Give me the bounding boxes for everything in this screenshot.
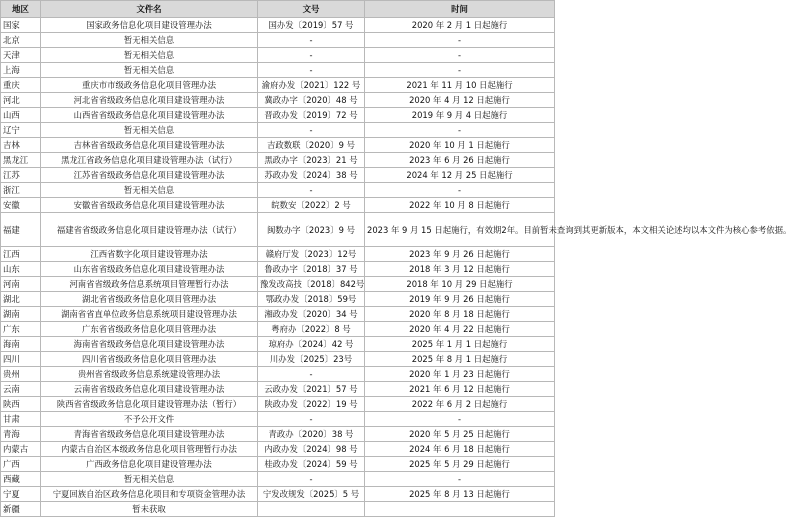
- table-row: [1, 108, 555, 123]
- cell-number: 桂政办发〔2024〕59 号: [258, 457, 365, 472]
- table-row: [1, 123, 555, 138]
- table-row: [1, 93, 555, 108]
- cell-region: 陕西: [1, 397, 41, 412]
- cell-name: 山西省省级政务信息化项目建设管理办法: [41, 108, 258, 123]
- cell-name: 贵州省省级政务信息系统建设管理办法: [41, 367, 258, 382]
- cell-region: 重庆: [1, 78, 41, 93]
- table-row: [1, 48, 555, 63]
- cell-time: -: [365, 472, 555, 487]
- cell-time: 2023 年 6 月 26 日起施行: [365, 153, 555, 168]
- cell-number: 赣府厅发〔2023〕12号: [258, 247, 365, 262]
- cell-time: -: [365, 63, 555, 78]
- cell-time: -: [365, 48, 555, 63]
- cell-time: [365, 502, 555, 517]
- cell-time: 2022 年 10 月 8 日起施行: [365, 198, 555, 213]
- cell-number: 闽数办字〔2023〕9 号: [258, 213, 365, 247]
- cell-number: -: [258, 33, 365, 48]
- table-row: [1, 262, 555, 277]
- table-row: [1, 412, 555, 427]
- cell-region: 福建: [1, 213, 41, 247]
- cell-region: 湖北: [1, 292, 41, 307]
- table-row: [1, 168, 555, 183]
- cell-number: -: [258, 183, 365, 198]
- cell-number: 青政办〔2020〕38 号: [258, 427, 365, 442]
- cell-number: 豫发改高技〔2018〕842号: [258, 277, 365, 292]
- cell-region: 广西: [1, 457, 41, 472]
- header-name: 文件名: [41, 1, 258, 18]
- cell-name: 暂无相关信息: [41, 472, 258, 487]
- cell-name: 云南省省级政务信息化项目建设管理办法: [41, 382, 258, 397]
- cell-name: 暂无相关信息: [41, 183, 258, 198]
- cell-name: 福建省省级政务信息化项目建设管理办法（试行）: [41, 213, 258, 247]
- table-row: [1, 457, 555, 472]
- cell-name: 国家政务信息化项目建设管理办法: [41, 18, 258, 33]
- header-region: 地区: [1, 1, 41, 18]
- cell-name: 内蒙古自治区本级政务信息化项目管理暂行办法: [41, 442, 258, 457]
- cell-number: 黑政办字〔2023〕21 号: [258, 153, 365, 168]
- cell-name: 重庆市市级政务信息化项目管理办法: [41, 78, 258, 93]
- table-row: [1, 247, 555, 262]
- cell-region: 宁夏: [1, 487, 41, 502]
- cell-name: 江西省数字化项目建设管理办法: [41, 247, 258, 262]
- cell-region: 青海: [1, 427, 41, 442]
- cell-name: 暂无相关信息: [41, 63, 258, 78]
- table-row: [1, 63, 555, 78]
- cell-region: 广东: [1, 322, 41, 337]
- header-time: 时间: [365, 1, 555, 18]
- cell-time: 2023 年 9 月 26 日起施行: [365, 247, 555, 262]
- cell-name: 湖南省省直单位政务信息系统项目建设管理办法: [41, 307, 258, 322]
- cell-name: 四川省省级政务信息化项目管理办法: [41, 352, 258, 367]
- cell-region: 黑龙江: [1, 153, 41, 168]
- cell-name: 河北省省级政务信息化项目建设管理办法: [41, 93, 258, 108]
- cell-number: 吉政数联〔2020〕9 号: [258, 138, 365, 153]
- cell-name: 湖北省省级政务信息化项目管理办法: [41, 292, 258, 307]
- table-body: [1, 18, 791, 517]
- cell-time: 2025 年 1 月 1 日起施行: [365, 337, 555, 352]
- cell-number: 皖数安〔2022〕2 号: [258, 198, 365, 213]
- table-row: [1, 337, 555, 352]
- cell-time: 2018 年 3 月 12 日起施行: [365, 262, 555, 277]
- cell-number: 鲁政办字〔2018〕37 号: [258, 262, 365, 277]
- cell-number: 国办发〔2019〕57 号: [258, 18, 365, 33]
- cell-region: 甘肃: [1, 412, 41, 427]
- cell-number: 宁发改规发〔2025〕5 号: [258, 487, 365, 502]
- cell-number: 琼府办〔2024〕42 号: [258, 337, 365, 352]
- cell-time: 2023 年 9 月 15 日起施行，有效期2年。目前暂未查询到其更新版本，本文相关论述均以本文件为核心参考依据。: [365, 213, 555, 247]
- table-row: [1, 138, 555, 153]
- cell-name: 暂未获取: [41, 502, 258, 517]
- cell-name: 黑龙江省政务信息化项目建设管理办法（试行）: [41, 153, 258, 168]
- cell-time: 2022 年 6 月 2 日起施行: [365, 397, 555, 412]
- table-row: [1, 18, 555, 33]
- cell-region: 浙江: [1, 183, 41, 198]
- cell-time: 2018 年 10 月 29 日起施行: [365, 277, 555, 292]
- cell-time: 2025 年 8 月 13 日起施行: [365, 487, 555, 502]
- cell-number: -: [258, 63, 365, 78]
- cell-number: 苏政办发〔2024〕38 号: [258, 168, 365, 183]
- cell-time: 2020 年 8 月 18 日起施行: [365, 307, 555, 322]
- table-row: [1, 213, 555, 247]
- cell-region: 安徽: [1, 198, 41, 213]
- cell-number: 川办发〔2025〕23号: [258, 352, 365, 367]
- cell-name: 河南省省级政务信息系统项目管理暂行办法: [41, 277, 258, 292]
- cell-name: 海南省省级政务信息化项目建设管理办法: [41, 337, 258, 352]
- cell-region: 辽宁: [1, 123, 41, 138]
- cell-number: 陕政办发〔2022〕19 号: [258, 397, 365, 412]
- table-row: [1, 153, 555, 168]
- cell-region: 湖南: [1, 307, 41, 322]
- table-row: [1, 33, 555, 48]
- table-header-row: [1, 1, 555, 18]
- cell-number: 湘政办发〔2020〕34 号: [258, 307, 365, 322]
- cell-time: -: [365, 183, 555, 198]
- cell-time: 2025 年 8 月 1 日起施行: [365, 352, 555, 367]
- cell-name: 青海省省级政务信息化项目建设管理办法: [41, 427, 258, 442]
- cell-time: 2020 年 1 月 23 日起施行: [365, 367, 555, 382]
- cell-number: -: [258, 123, 365, 138]
- table-row: [1, 292, 555, 307]
- cell-number: -: [258, 412, 365, 427]
- table-row: [1, 472, 555, 487]
- cell-time: 2020 年 2 月 1 日起施行: [365, 18, 555, 33]
- table-row: [1, 367, 555, 382]
- cell-name: 陕西省省级政务信息化项目建设管理办法（暂行）: [41, 397, 258, 412]
- cell-time: 2024 年 12 月 25 日起施行: [365, 168, 555, 183]
- cell-region: 河北: [1, 93, 41, 108]
- table-row: [1, 307, 555, 322]
- table-row: [1, 183, 555, 198]
- cell-time: 2024 年 6 月 18 日起施行: [365, 442, 555, 457]
- cell-name: 吉林省省级政务信息化项目建设管理办法: [41, 138, 258, 153]
- table-row: [1, 277, 555, 292]
- cell-name: 广西政务信息化项目建设管理办法: [41, 457, 258, 472]
- cell-time: 2020 年 4 月 12 日起施行: [365, 93, 555, 108]
- cell-number: -: [258, 472, 365, 487]
- cell-number: 渝府办发〔2021〕122 号: [258, 78, 365, 93]
- table-row: [1, 502, 555, 517]
- cell-region: 山西: [1, 108, 41, 123]
- cell-name: 暂无相关信息: [41, 48, 258, 63]
- cell-time: 2025 年 5 月 29 日起施行: [365, 457, 555, 472]
- cell-time: 2021 年 11 月 10 日起施行: [365, 78, 555, 93]
- cell-region: 山东: [1, 262, 41, 277]
- cell-region: 新疆: [1, 502, 41, 517]
- cell-time: -: [365, 412, 555, 427]
- cell-number: -: [258, 367, 365, 382]
- cell-number: 鄂政办发〔2018〕59号: [258, 292, 365, 307]
- cell-time: 2019 年 9 月 4 日起施行: [365, 108, 555, 123]
- cell-time: 2021 年 6 月 12 日起施行: [365, 382, 555, 397]
- cell-number: 冀政办字〔2020〕48 号: [258, 93, 365, 108]
- cell-time: 2019 年 9 月 26 日起施行: [365, 292, 555, 307]
- cell-region: 江苏: [1, 168, 41, 183]
- cell-time: 2020 年 5 月 25 日起施行: [365, 427, 555, 442]
- cell-name: 山东省省级政务信息化项目建设管理办法: [41, 262, 258, 277]
- cell-region: 河南: [1, 277, 41, 292]
- cell-region: 北京: [1, 33, 41, 48]
- cell-region: 天津: [1, 48, 41, 63]
- cell-region: 西藏: [1, 472, 41, 487]
- cell-name: 宁夏回族自治区政务信息化项目和专项资金管理办法: [41, 487, 258, 502]
- table-row: [1, 352, 555, 367]
- cell-number: 云政办发〔2021〕57 号: [258, 382, 365, 397]
- table-row: [1, 322, 555, 337]
- cell-region: 贵州: [1, 367, 41, 382]
- table-row: [1, 397, 555, 412]
- cell-region: 江西: [1, 247, 41, 262]
- cell-time: 2020 年 10 月 1 日起施行: [365, 138, 555, 153]
- cell-region: 吉林: [1, 138, 41, 153]
- table-row: [1, 198, 555, 213]
- cell-name: 不予公开文件: [41, 412, 258, 427]
- cell-name: 暂无相关信息: [41, 33, 258, 48]
- cell-number: [258, 502, 365, 517]
- cell-region: 海南: [1, 337, 41, 352]
- cell-region: 国家: [1, 18, 41, 33]
- cell-name: 江苏省省级政务信息化项目建设管理办法: [41, 168, 258, 183]
- table-row: [1, 427, 555, 442]
- cell-number: 内政办发〔2024〕98 号: [258, 442, 365, 457]
- cell-time: -: [365, 123, 555, 138]
- cell-number: -: [258, 48, 365, 63]
- cell-number: 粤府办〔2022〕8 号: [258, 322, 365, 337]
- table-row: [1, 442, 555, 457]
- cell-time: 2020 年 4 月 22 日起施行: [365, 322, 555, 337]
- cell-region: 上海: [1, 63, 41, 78]
- cell-name: 安徽省省级政务信息化项目建设管理办法: [41, 198, 258, 213]
- cell-time: -: [365, 33, 555, 48]
- cell-number: 晋政办发〔2019〕72 号: [258, 108, 365, 123]
- cell-region: 四川: [1, 352, 41, 367]
- table-row: [1, 382, 555, 397]
- table-row: [1, 78, 555, 93]
- cell-name: 暂无相关信息: [41, 123, 258, 138]
- table-row: [1, 487, 555, 502]
- header-number: 文号: [258, 1, 365, 18]
- cell-name: 广东省省级政务信息化项目管理办法: [41, 322, 258, 337]
- cell-region: 云南: [1, 382, 41, 397]
- cell-region: 内蒙古: [1, 442, 41, 457]
